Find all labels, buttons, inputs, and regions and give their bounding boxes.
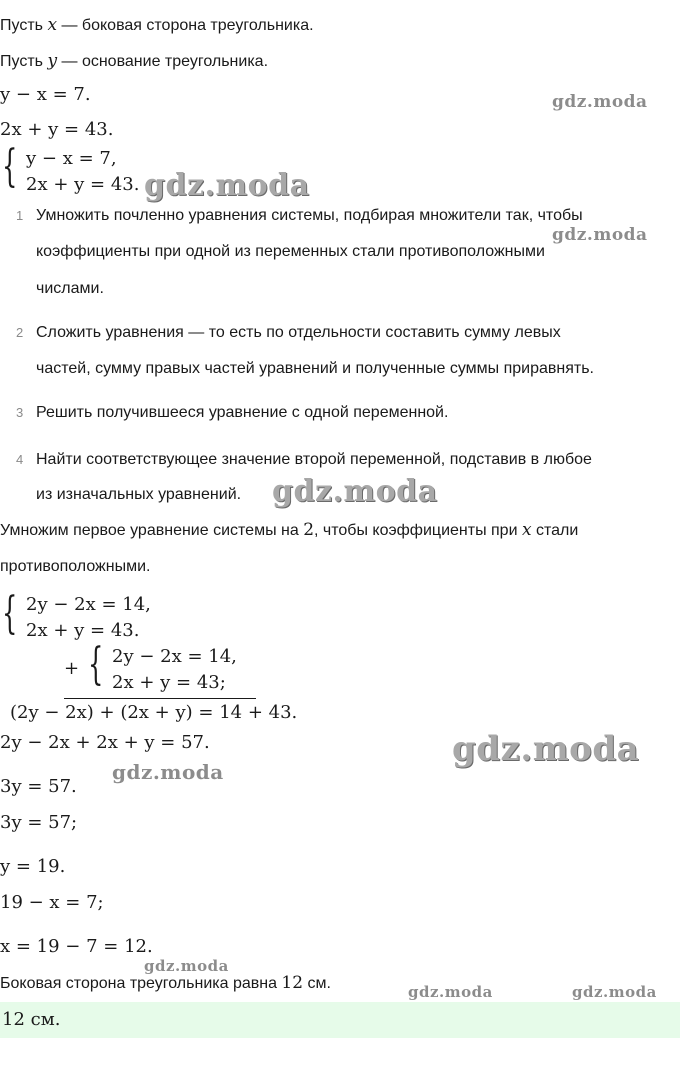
step-number: 4 bbox=[16, 452, 24, 467]
multiply-text: стали bbox=[531, 522, 579, 539]
intro-text: — основание треугольника. bbox=[57, 53, 269, 70]
watermark: gdz.moda bbox=[144, 957, 229, 975]
variable-y: y bbox=[47, 51, 58, 71]
step-1-line-3: числами. bbox=[36, 280, 104, 297]
step-number: 3 bbox=[16, 405, 24, 420]
solution-1: 2y − 2x + 2x + y = 57. bbox=[0, 732, 210, 753]
solution-5: 19 − x = 7; bbox=[0, 892, 104, 913]
step-2-line-2: частей, сумму правых частей уравнений и полученные суммы приравнять. bbox=[36, 360, 594, 377]
system-1-row-1: y − x = 7, bbox=[26, 148, 117, 169]
watermark: gdz.moda bbox=[552, 225, 648, 245]
step-number: 1 bbox=[16, 208, 24, 223]
intro-line-2 bbox=[0, 51, 268, 72]
equation-1: y − x = 7. bbox=[0, 84, 91, 105]
watermark: gdz.moda bbox=[408, 983, 493, 1001]
step-1-line-2: коэффициенты при одной из переменных стали противоположными bbox=[36, 243, 545, 260]
variable-x: x bbox=[521, 520, 532, 540]
step-3-line-1: Решить получившееся уравнение с одной переменной. bbox=[36, 404, 449, 421]
sum-rule bbox=[64, 698, 256, 699]
intro-text: Пусть bbox=[0, 17, 48, 34]
conclusion-value: 12 bbox=[281, 973, 304, 993]
solution-3: 3y = 57; bbox=[0, 812, 78, 833]
addition-row-1: 2y − 2x = 14, bbox=[112, 646, 237, 667]
variable-x: x bbox=[47, 15, 58, 35]
answer-text: 12 см. bbox=[2, 1009, 61, 1030]
conclusion-text: см. bbox=[303, 975, 331, 992]
factor-value: 2 bbox=[303, 520, 315, 540]
watermark: gdz.moda bbox=[112, 760, 224, 784]
solution-6: x = 19 − 7 = 12. bbox=[0, 936, 153, 957]
watermark: gdz.moda bbox=[272, 474, 438, 509]
step-number: 2 bbox=[16, 325, 24, 340]
solution-4: y = 19. bbox=[0, 856, 66, 877]
multiply-line-2: противоположными. bbox=[0, 558, 151, 575]
watermark: gdz.moda bbox=[144, 168, 310, 203]
watermark: gdz.moda bbox=[572, 983, 657, 1001]
system-1-row-2: 2x + y = 43. bbox=[26, 174, 140, 195]
system-2-row-1: 2y − 2x = 14, bbox=[26, 594, 151, 615]
addition-row-2: 2x + y = 43; bbox=[112, 672, 226, 693]
conclusion-line bbox=[0, 973, 331, 994]
system-brace: { bbox=[2, 141, 18, 192]
multiply-text: Умножим первое уравнение системы на bbox=[0, 522, 304, 539]
multiply-text: , чтобы коэффициенты при bbox=[314, 522, 522, 539]
solution-2: 3y = 57. bbox=[0, 776, 77, 797]
equation-2: 2x + y = 43. bbox=[0, 119, 114, 140]
plus-sign: + bbox=[64, 658, 80, 679]
step-1-line-1: Умножить почленно уравнения системы, подбирая множители так, чтобы bbox=[36, 207, 583, 224]
system-brace: { bbox=[88, 639, 104, 690]
step-4-line-2: из изначальных уравнений. bbox=[36, 486, 242, 503]
intro-text: Пусть bbox=[0, 53, 48, 70]
step-2-line-1: Сложить уравнения — то есть по отдельности составить сумму левых bbox=[36, 324, 561, 341]
addition-sum: (2y − 2x) + (2x + y) = 14 + 43. bbox=[10, 702, 298, 723]
conclusion-text: Боковая сторона треугольника равна bbox=[0, 975, 282, 992]
intro-text: — боковая сторона треугольника. bbox=[57, 17, 314, 34]
answer-box bbox=[0, 1002, 680, 1038]
multiply-line-1 bbox=[0, 520, 578, 541]
system-brace: { bbox=[2, 588, 18, 639]
watermark: gdz.moda bbox=[452, 729, 640, 769]
watermark: gdz.moda bbox=[552, 92, 648, 112]
step-4-line-1: Найти соответствующее значение второй переменной, подставив в любое bbox=[36, 451, 592, 468]
system-2-row-2: 2x + y = 43. bbox=[26, 620, 140, 641]
intro-line-1 bbox=[0, 15, 314, 36]
